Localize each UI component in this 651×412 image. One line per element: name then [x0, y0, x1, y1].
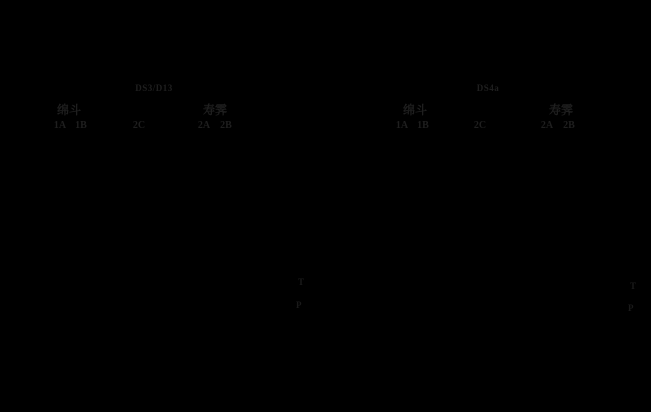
lane-label: 1A — [395, 120, 409, 131]
lane-label: 1A — [53, 120, 67, 131]
lane-label: 2B — [220, 120, 232, 131]
band-mark-top: T — [630, 281, 637, 291]
lane-label: 2A — [540, 120, 554, 131]
lane-label: 2C — [132, 120, 146, 131]
parent-line-label: 绵斗 — [56, 103, 81, 117]
panel-title: DS4a — [476, 83, 500, 93]
band-mark-bottom: P — [296, 300, 302, 310]
lane-label: 1B — [417, 120, 429, 131]
parent-line-label: 寿霁 — [548, 103, 573, 117]
gel-panel-left — [0, 0, 325, 412]
panel-title: DS3/D13 — [135, 83, 173, 93]
parent-line-label: 寿霁 — [202, 103, 227, 117]
lane-label: 2B — [563, 120, 575, 131]
lane-label: 1B — [75, 120, 87, 131]
band-mark-bottom: P — [628, 303, 634, 313]
band-mark-top: T — [298, 277, 305, 287]
lane-label: 2A — [197, 120, 211, 131]
parent-line-label: 绵斗 — [402, 103, 427, 117]
gel-panel-right — [325, 0, 651, 412]
lane-label: 2C — [473, 120, 487, 131]
